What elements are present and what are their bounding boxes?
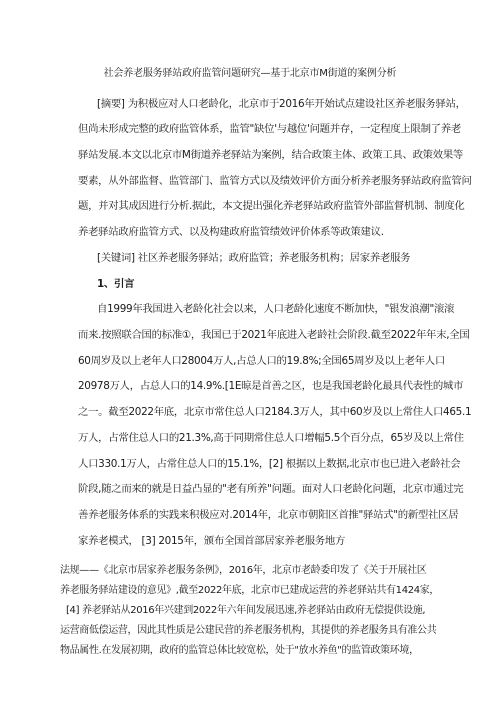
abstract-line-3: 驿站发展.本文以北京市M街道养老驿站为案例，结合政策主体、政策工具、政策效果等 <box>78 149 464 161</box>
abstract-line-5: 题，并对其成因进行分析.据此，本文提出强化养老驿站政府监管外部监督机制、制度化 <box>78 200 465 212</box>
body-line-11: 法规——《北京市居家养老服务条例》，2016年，北京市老龄委印发了《关于开展社区 <box>60 565 427 576</box>
body-line-6: 万人，占常住总人口的21.3%,高于同期常住总人口增幅5.5个百分点，65岁及以上常住 <box>78 432 464 444</box>
body-line-14: 运营商低偿运营，因此其性质是公建民营的养老服务机构，其提供的养老服务具有准公共 <box>60 625 437 636</box>
body-line-13: [4] 养老驿站从2016年兴建到2022年六年间发展迅速,养老驿站由政府无偿提供设施, <box>66 605 426 616</box>
paper-title: 社会养老服务驿站政府监管问题研究—基于北京市M街道的案例分析 <box>103 68 397 79</box>
abstract-line-2: 但尚未形成完整的政府监管体系，监管"缺位'与越位'问题并存，一定程度上限制了养老 <box>78 123 461 135</box>
body-line-1: 自1999年我国进入老龄化社会以来，人口老龄化速度不断加快，"银发浪潮"滚滚 <box>97 303 455 315</box>
keywords-line: [关键词] 社区养老服务驿站；政府监管；养老服务机构；居家养老服务 <box>97 252 411 264</box>
body-line-15: 物品属性.在发展初期，政府的监管总体比较宽松，处于"放水养鱼"的监管政策环境， <box>60 645 419 656</box>
abstract-line-6: 养老驿站政府监管方式、以及构建政府监管绩效评价体系等政策建议. <box>78 226 384 238</box>
body-line-12: 养老服务驿站建设的意见》,截至2022年底，北京市已建成运营的养老驿站共有1424家， <box>60 585 440 596</box>
body-line-9: 善养老服务体系的实践来积极应对.2014年，北京市朝阳区首推"驿站式"的新型社区居 <box>78 509 459 521</box>
body-line-10: 家养老模式， [3] 2015年，颁布全国首部居家养老服务地方 <box>78 535 346 547</box>
body-line-4: 20978万人，占总人口的14.9%.[1E晾是首善之区，也是我国老龄化最具代表性的城市 <box>78 380 464 392</box>
body-line-7: 人口330.1万人，占常住总人口的15.1%，[2] 根据以上数据,北京市也已进入老龄社会 <box>78 458 461 470</box>
section-heading-introduction: 1、引言 <box>97 278 135 290</box>
abstract-line-1: [摘要] 为积极应对人口老龄化，北京市于2016年开始试点建设社区养老服务驿站， <box>97 98 466 110</box>
body-line-3: 60周岁及以上老年人口28004万人,占总人口的19.8%;全国65周岁及以上老年人口 <box>78 355 445 367</box>
body-line-5: 之一。截至2022年底，北京市常住总人口2184.3万人，其中60岁及以上常住人口465.1 <box>78 406 472 418</box>
body-line-8: 阶段,随之而来的就是日益凸显的"老有所养"问题。面对人口老龄化问题，北京市通过完 <box>78 483 464 495</box>
body-line-2: 而来.按照联合国的标准①，我国已于2021年底进入老龄社会阶段.截至2022年年末,全国 <box>78 329 470 341</box>
abstract-line-4: 要素，从外部监督、监管部门、监管方式以及绩效评价方面分析养老服务驿站政府监管问 <box>78 175 472 187</box>
